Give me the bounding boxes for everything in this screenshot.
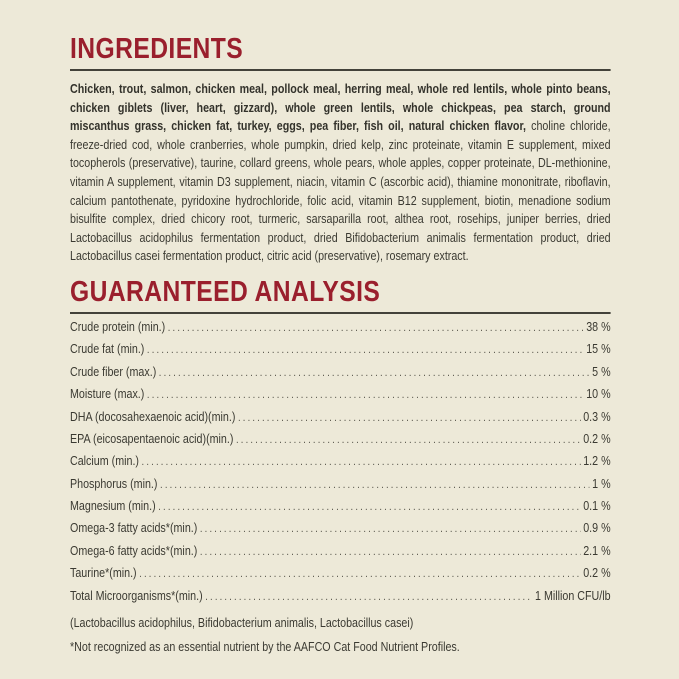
row-label: Taurine*(min.) xyxy=(70,566,137,581)
analysis-row-epa xyxy=(70,432,611,454)
row-value: 1 Million CFU/lb xyxy=(535,588,611,603)
analysis-row-moisture xyxy=(70,387,611,409)
guaranteed-analysis-title: GUARANTEED ANALYSIS xyxy=(70,275,381,308)
row-value: 15 % xyxy=(586,342,611,357)
row-label: Crude fiber (max.) xyxy=(70,364,157,379)
ingredients-section xyxy=(70,33,611,266)
row-value: 2.1 % xyxy=(583,543,611,558)
row-label: Total Microorganisms*(min.) xyxy=(70,588,203,603)
analysis-row-calcium xyxy=(70,454,611,476)
dot-leader xyxy=(168,322,584,334)
ingredients-title: INGREDIENTS xyxy=(70,33,244,65)
guaranteed-analysis-table xyxy=(70,320,611,611)
row-value: 0.9 % xyxy=(583,521,611,536)
analysis-row-crude-protein xyxy=(70,320,611,342)
ingredients-text xyxy=(70,80,611,266)
dot-leader xyxy=(160,479,590,491)
row-label: Omega-3 fatty acids*(min.) xyxy=(70,521,198,536)
row-label: EPA (eicosapentaenoic acid)(min.) xyxy=(70,431,234,446)
row-value: 0.1 % xyxy=(583,499,611,514)
dot-leader xyxy=(205,591,532,603)
dot-leader xyxy=(238,412,581,424)
microorganisms-note: (Lactobacillus acidophilus, Bifidobacterium animalis, Lactobacillus casei) xyxy=(70,616,414,631)
row-label: Phosphorus (min.) xyxy=(70,476,158,491)
row-value: 1.2 % xyxy=(583,454,611,469)
guaranteed-analysis-divider xyxy=(70,312,611,314)
row-label: Moisture (max.) xyxy=(70,387,145,402)
analysis-row-crude-fat xyxy=(70,342,611,364)
row-label: Omega-6 fatty acids*(min.) xyxy=(70,543,198,558)
analysis-row-omega-3 xyxy=(70,521,611,543)
row-value: 0.2 % xyxy=(583,431,611,446)
analysis-row-dha xyxy=(70,410,611,432)
row-value: 10 % xyxy=(586,387,611,402)
dot-leader xyxy=(147,389,584,401)
row-value: 38 % xyxy=(586,319,611,334)
dot-leader xyxy=(200,523,581,535)
analysis-row-crude-fiber xyxy=(70,365,611,387)
dot-leader xyxy=(147,344,584,356)
aafco-footnote: *Not recognized as an essential nutrient by the AAFCO Cat Food Nutrient Profiles. xyxy=(70,640,460,655)
analysis-row-total-microorganisms xyxy=(70,589,611,611)
row-value: 5 % xyxy=(592,364,611,379)
guaranteed-analysis-section xyxy=(70,275,611,659)
label-panel xyxy=(70,33,611,659)
dot-leader xyxy=(200,546,581,558)
analysis-row-magnesium xyxy=(70,499,611,521)
ingredients-primary-bold: Chicken, trout, salmon, chicken meal, pollock meal, herring meal, whole red lentils, whole pinto beans, chicken giblets (liver, heart, gizzard), whole green lentils, whole chickpeas, pea starch, ground miscanthus grass, chicken fat, turkey, eggs, pea fiber, fish oil, natural chicken flavor, xyxy=(70,82,611,134)
analysis-row-phosphorus xyxy=(70,477,611,499)
row-label: Crude fat (min.) xyxy=(70,342,145,357)
analysis-row-omega-6 xyxy=(70,544,611,566)
row-value: 0.3 % xyxy=(583,409,611,424)
row-label: Crude protein (min.) xyxy=(70,319,166,334)
dot-leader xyxy=(159,367,590,379)
ingredients-divider xyxy=(70,69,611,71)
row-label: Magnesium (min.) xyxy=(70,499,156,514)
ingredients-secondary-regular: choline chloride, freeze-dried cod, whole cranberries, whole pumpkin, dried kelp, zinc proteinate, vitamin E supplement, mixed tocopherols (preservative), taurine, collard greens, whole pears, whole apples, copper proteinate, DL-methionine, vitamin A supplement, vitamin D3 supplement, niacin, vitamin C (ascorbic acid), thiamine mononitrate, riboflavin, calcium pantothenate, pyridoxine hydrochloride, folic acid, vitamin B12 supplement, biotin, menadione sodium bisulfite complex, dried chicory root, turmeric, sarsaparilla root, althea root, rosehips, juniper berries, dried Lactobacillus acidophilus fermentation product, dried Bifidobacterium animalis fermentation product, dried Lactobacillus casei fermentation product, citric acid (preservative), rosemary extract. xyxy=(70,119,611,264)
row-label: Calcium (min.) xyxy=(70,454,139,469)
dot-leader xyxy=(142,456,581,468)
dot-leader xyxy=(139,568,580,580)
dot-leader xyxy=(236,434,581,446)
row-value: 1 % xyxy=(592,476,611,491)
analysis-row-taurine xyxy=(70,566,611,588)
dot-leader xyxy=(158,501,580,513)
row-label: DHA (docosahexaenoic acid)(min.) xyxy=(70,409,236,424)
row-value: 0.2 % xyxy=(583,566,611,581)
